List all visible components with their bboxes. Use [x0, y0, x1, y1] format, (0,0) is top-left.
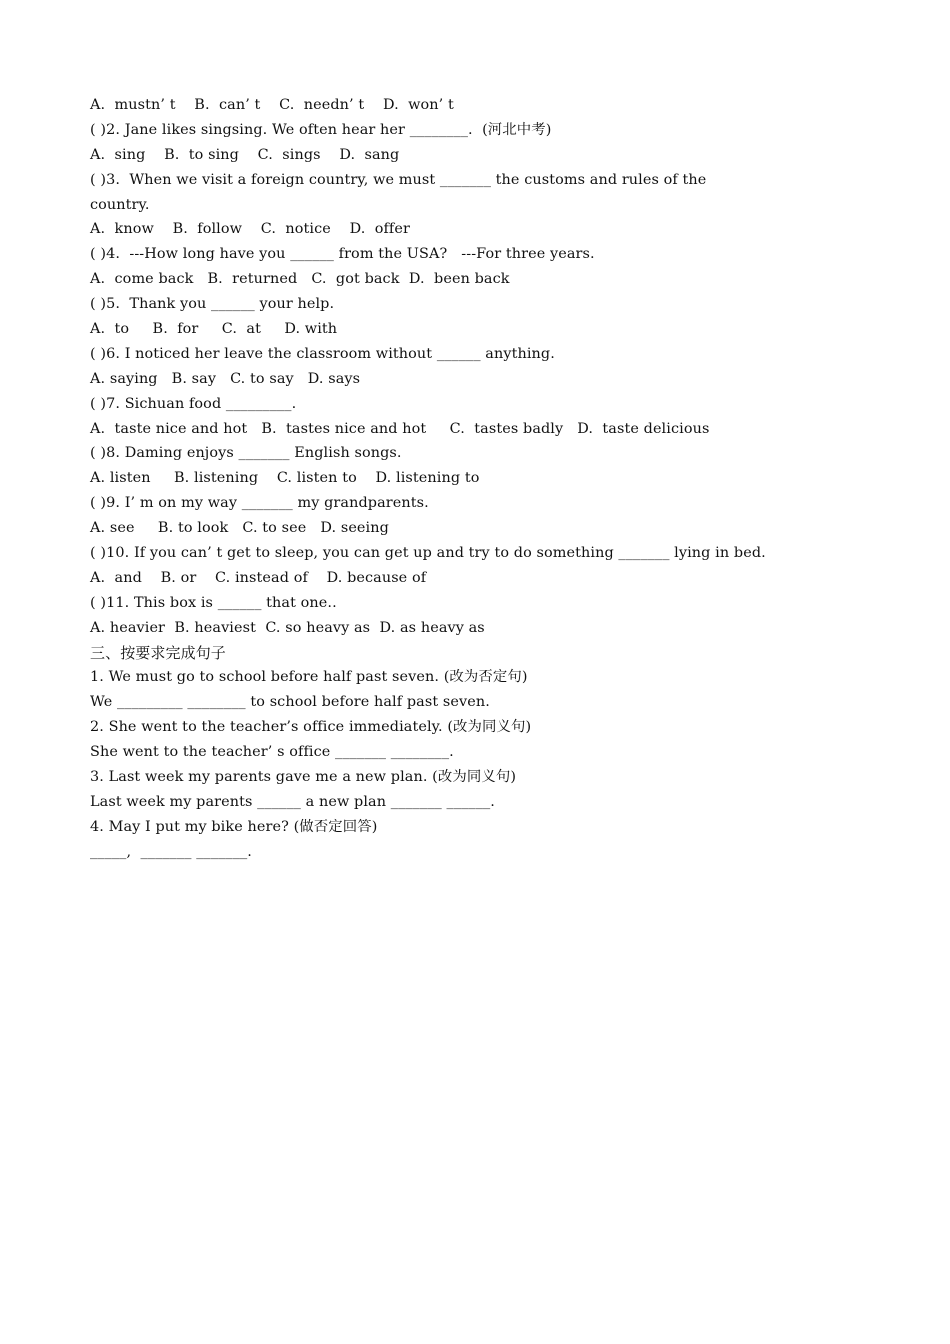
q4-options: A. come back B. returned C. got back D. been back	[90, 271, 510, 288]
task4-prompt: 4. May I put my bike here? (做否定回答)	[90, 818, 378, 835]
q5-question: ( )5. Thank you ______ your help.	[90, 296, 335, 313]
q6-question: ( )6. I noticed her leave the classroom without ______ anything.	[90, 345, 555, 362]
q11-question: ( )11. This box is ______ that one..	[90, 594, 337, 611]
q9-question: ( )9. I’ m on my way _______ my grandparents.	[90, 495, 429, 512]
q8-question: ( )8. Daming enjoys _______ English songs.	[90, 445, 402, 462]
q2-question: ( )2. Jane likes singsing. We often hear her ________. (河北中考)	[90, 121, 552, 138]
q9-options: A. see B. to look C. to see D. seeing	[90, 520, 389, 537]
task2-answer-line: She went to the teacher’ s office _______ ________.	[90, 744, 454, 761]
q5-options: A. to B. for C. at D. with	[90, 321, 338, 338]
q10-options: A. and B. or C. instead of D. because of	[90, 569, 427, 586]
q3-options: A. know B. follow C. notice D. offer	[90, 221, 410, 238]
task4-answer-line: _____, _______ _______.	[90, 843, 252, 860]
q7-question: ( )7. Sichuan food _________.	[90, 395, 297, 412]
q1-options: A. mustn’ t B. can’ t C. needn’ t D. won’ t	[90, 97, 454, 113]
q11-options: A. heavier B. heaviest C. so heavy as D. as heavy as	[90, 619, 485, 636]
task1-answer-line: We _________ ________ to school before half past seven.	[90, 694, 490, 711]
q3-question: ( )3. When we visit a foreign country, we must _______ the customs and rules of the	[90, 171, 707, 188]
section-three-heading: 三、按要求完成句子	[90, 643, 226, 662]
task1-prompt: 1. We must go to school before half past seven. (改为否定句)	[90, 669, 528, 686]
q8-options: A. listen B. listening C. listen to D. listening to	[90, 470, 480, 487]
task3-answer-line: Last week my parents ______ a new plan _______ ______.	[90, 793, 495, 810]
worksheet-page	[90, 93, 870, 865]
q10-question: ( )10. If you can’ t get to sleep, you can get up and try to do something _______ lying in bed.	[90, 545, 766, 562]
q3-question-continued: country.	[90, 196, 150, 213]
q6-options: A. saying B. say C. to say D. says	[90, 370, 361, 387]
q4-question: ( )4. ---How long have you ______ from the USA? ---For three years.	[90, 246, 595, 263]
task3-prompt: 3. Last week my parents gave me a new plan. (改为同义句)	[90, 769, 517, 786]
task2-prompt: 2. She went to the teacher’s office immediately. (改为同义句)	[90, 719, 532, 736]
q2-options: A. sing B. to sing C. sings D. sang	[90, 146, 400, 163]
q7-options: A. taste nice and hot B. tastes nice and hot C. tastes badly D. taste delicious	[90, 420, 710, 437]
